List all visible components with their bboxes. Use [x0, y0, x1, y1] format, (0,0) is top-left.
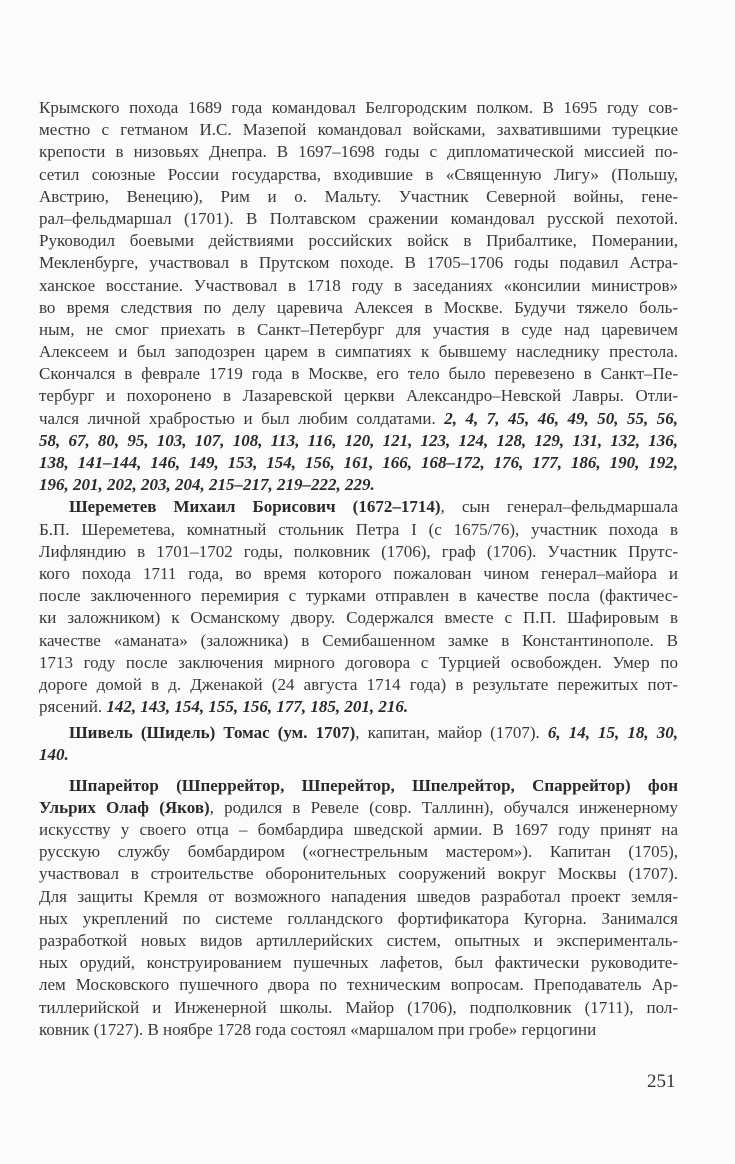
text-line	[39, 252, 678, 274]
text-run: качестве «аманата» (заложника) в Семибашенном замке в Константинополе. В	[39, 630, 678, 650]
text-line	[39, 886, 678, 908]
page-text-body	[39, 97, 678, 1041]
text-run: Руководил боевыми действиями российских войск в Прибалтике, Померании,	[39, 231, 678, 251]
text-line	[39, 186, 678, 208]
text-line	[39, 744, 678, 766]
text-line	[39, 930, 678, 952]
page-references: 142, 143, 154, 155, 156, 177, 185, 201, 216.	[106, 697, 409, 717]
text-line	[39, 863, 678, 885]
text-run: рал–фельдмаршал (1701). В Полтавском сражении командовал русской пехотой.	[39, 208, 678, 228]
text-run: , родился в Ревеле (совр. Таллинн), обучался инженерному	[209, 797, 678, 817]
text-run: Скончался в феврале 1719 года в Москве, его тело было перевезено в Санкт–Пе-	[39, 364, 678, 384]
text-run: русскую службу бомбардиром («огнестрельным мастером»). Капитан (1705),	[39, 842, 678, 862]
text-run: искусству у своего отца – бомбардира шведской армии. В 1697 году принят на	[39, 820, 678, 839]
text-run: , сын генерал–фельдмаршала	[440, 497, 678, 517]
text-run: лем Московского пушечного двора по техническим вопросам. Преподаватель Ар-	[39, 975, 678, 995]
text-run: ных укреплений по системе голландского фортификатора Кугорна. Занимался	[39, 908, 678, 928]
text-run: участвовал в строительстве оборонительных сооружений вокруг Москвы (1707).	[39, 864, 678, 884]
text-run: дороге домой в д. Дженакой (24 августа 1714 года) в результате пережитых пот-	[39, 674, 678, 694]
text-line	[39, 452, 678, 474]
text-line	[39, 696, 678, 718]
text-line	[39, 297, 678, 319]
text-run: ным, не смог приехать в Санкт–Петербург для участия в суде над царевичем	[39, 319, 678, 339]
text-run: ханское восстание. Участвовал в 1718 году в заседаниях «консилии министров»	[39, 275, 678, 295]
text-line	[39, 164, 678, 186]
text-run: сетил союзные России государства, входившие в «Священную Лигу» (Польшу,	[39, 164, 678, 184]
text-line	[39, 585, 678, 607]
page-references: 58, 67, 80, 95, 103, 107, 108, 113, 116, 120, 121, 123, 124, 128, 129, 131, 132, 136,	[39, 430, 678, 450]
text-line	[39, 541, 678, 563]
page-references: 140.	[39, 745, 69, 765]
text-line	[39, 797, 678, 819]
text-line	[39, 341, 678, 363]
text-line	[39, 430, 678, 452]
text-line	[39, 722, 678, 744]
text-line	[39, 974, 678, 996]
text-line	[39, 119, 678, 141]
text-run: кого похода 1711 года, во время которого пожалован чином генерал–майора и	[39, 563, 678, 583]
text-run: Б.П. Шереметева, комнатный стольник Петра I (с 1675/76), участник похода в	[39, 519, 678, 539]
entry-name: Шивель (Шидель) Томас (ум. 1707)	[69, 723, 356, 743]
page-references: 196, 201, 202, 203, 204, 215–217, 219–222, 229.	[39, 475, 375, 495]
text-run: разработкой новых видов артиллерийских систем, опытных и эксперименталь-	[39, 930, 678, 950]
text-line	[39, 997, 678, 1019]
text-line	[39, 275, 678, 297]
text-run: чался личной храбростью и был любим солдатами.	[39, 408, 445, 428]
entry-name: Ульрих Олаф (Яков)	[39, 797, 210, 817]
text-line	[39, 496, 678, 518]
text-line	[39, 141, 678, 163]
text-line	[39, 607, 678, 629]
text-run: после заключенного перемирия с турками отправлен в качестве посла (фактичес-	[39, 586, 678, 606]
paragraph	[39, 97, 678, 496]
text-run: ных орудий, конструированием пушечных лафетов, был фактически руководите-	[39, 953, 678, 973]
text-line	[39, 230, 678, 252]
text-run: Алексеем и был заподозрен царем в симпатиях к бывшему наследнику престола.	[39, 342, 678, 362]
text-line	[39, 819, 678, 841]
text-run: 1713 году после заключения мирного договора с Турцией освобожден. Умер по	[39, 652, 678, 672]
text-run: тиллерийской и Инженерной школы. Майор (1706), подполковник (1711), пол-	[39, 997, 678, 1017]
text-line	[39, 208, 678, 230]
text-line	[39, 319, 678, 341]
text-run: Лифляндию в 1701–1702 годы, полковник (1706), граф (1706). Участник Прутс-	[39, 541, 678, 561]
text-line	[39, 408, 678, 430]
entry-name: Шпарейтор (Шперрейтор, Шперейтор, Шпелрейтор, Спаррейтор) фон	[69, 775, 678, 795]
entry-name: Шереметев Михаил Борисович (1672–1714)	[69, 497, 441, 517]
page-references: 2, 4, 7, 45, 46, 49, 50, 55, 56,	[444, 408, 678, 428]
text-run: местно с гетманом И.С. Мазепой командовал войсками, захватившими турецкие	[39, 120, 678, 140]
text-line	[39, 775, 678, 797]
text-line	[39, 841, 678, 863]
text-run: крепости в низовьях Днепра. В 1697–1698 годы с дипломатической миссией по-	[39, 142, 678, 162]
text-run: Крымского похода 1689 года командовал Белгородским полком. В 1695 году сов-	[39, 98, 678, 117]
text-line	[39, 952, 678, 974]
text-run: Мекленбурге, участвовал в Прутском походе. В 1705–1706 годы подавил Астра-	[39, 253, 678, 273]
paragraph	[39, 722, 678, 766]
text-line	[39, 674, 678, 696]
page-references: 6, 14, 15, 18, 30,	[547, 723, 678, 743]
text-line	[39, 385, 678, 407]
text-line	[39, 474, 678, 496]
text-line	[39, 1019, 678, 1041]
text-line	[39, 908, 678, 930]
text-run: рясений.	[39, 697, 107, 717]
text-line	[39, 97, 678, 119]
text-line	[39, 519, 678, 541]
paragraph	[39, 496, 678, 718]
text-run: ковник (1727). В ноябре 1728 года состоял «маршалом при гробе» герцогини	[39, 1019, 597, 1039]
text-run: Австрию, Венецию), Рим и о. Мальту. Участник Северной войны, гене-	[39, 186, 678, 206]
text-run: тербург и похоронено в Лазаревской церкви Александро–Невской Лавры. Отли-	[39, 386, 678, 406]
text-line	[39, 363, 678, 385]
text-line	[39, 652, 678, 674]
paragraph	[39, 775, 678, 1041]
text-run: , капитан, майор (1707).	[355, 723, 548, 743]
text-run: во время следствия по делу царевича Алексея в Москве. Будучи тяжело боль-	[39, 297, 678, 317]
text-line	[39, 630, 678, 652]
text-run: ки заложником) к Османскому двору. Содержался вместе с П.П. Шафировым в	[39, 608, 678, 628]
text-run: Для защиты Кремля от возможного нападения шведов разработал проект земля-	[39, 886, 678, 906]
page-number: 251	[647, 1071, 676, 1092]
page-references: 138, 141–144, 146, 149, 153, 154, 156, 161, 166, 168–172, 176, 177, 186, 190, 192,	[39, 453, 678, 472]
text-line	[39, 563, 678, 585]
